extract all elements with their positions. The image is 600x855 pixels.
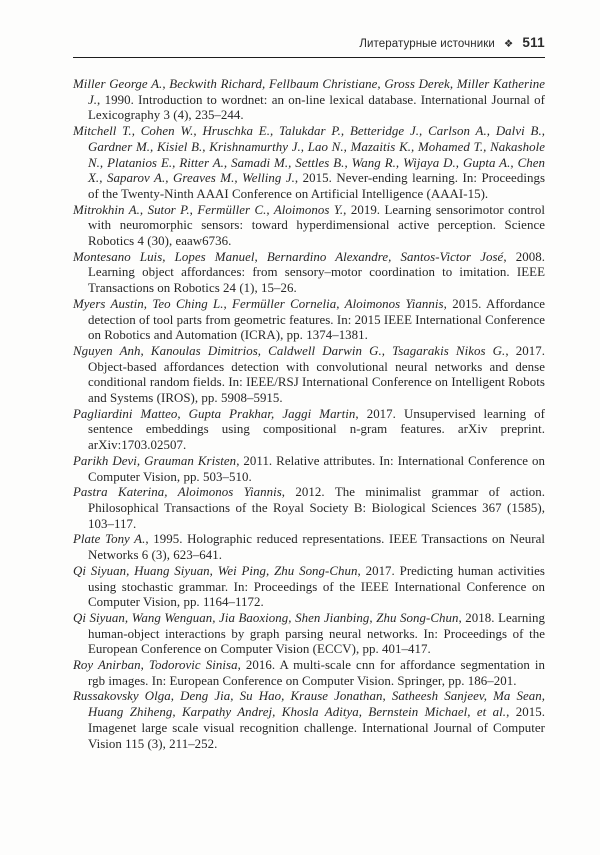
entry-authors: Roy Anirban, Todorovic Sinisa [73,658,238,673]
entry-text: , 2017. Object-based affordances detection with convolutional neural networks and dense conditional random fields. In: IEEE/RSJ International Conference on Intelligent Robots and Systems (IROS), pp. 5908–5915. [88,343,545,406]
entry-authors: Myers Austin, Teo Ching L., Fermüller Cornelia, Aloimonos Yiannis [73,296,444,311]
entry-text: , 2011. Relative attributes. In: International Conference on Computer Vision, pp. 503–510. [88,453,545,484]
entry-text: , 2015. Imagenet large scale visual recognition challenge. International Journal of Computer Vision 115 (3), 211–252. [88,705,545,751]
entry-text: , 2015. Never-ending learning. In: Proceedings of the Twenty-Ninth AAAI Conference on Artificial Intelligence (AAAI-15). [88,171,546,201]
entry-text: , 2018. Learning human-object interactions by graph parsing neural networks. In: Proceedings of the European Conference on Computer Vision (ECCV), pp. 401–417. [88,610,545,657]
entry-text: , 2017. Predicting human activities using stochastic grammar. In: Proceedings of the IEEE International Conference on Computer Vision, pp. 1164–1172. [88,563,545,610]
entry-text: , 1995. Holographic reduced representations. IEEE Transactions on Neural Networks 6 (3), 623–641. [88,532,546,563]
entry-authors: Qi Siyuan, Wang Wenguan, Jia Baoxiong, Shen Jianbing, Zhu Song-Chun [73,610,459,625]
bibliography-entry [73,297,545,344]
bibliography-entry [73,250,545,297]
bibliography-entry [73,485,545,532]
entry-authors: Montesano Luis, Lopes Manuel, Bernardino Alexandre, Santos-Victor José [73,249,504,264]
entry-authors: Qi Siyuan, Huang Siyuan, Wei Ping, Zhu Song-Chun [73,563,358,578]
entry-authors: Miller George A., Beckwith Richard, Fellbaum Christiane, Gross Derek, Miller Katherine J. [73,77,545,107]
running-head-title: Литературные источники [359,38,495,50]
bibliography-entry [73,532,545,563]
bibliography-entry [73,564,545,611]
entry-text: , 2019. Learning sensorimotor control with neuromorphic sensors: toward hyperdimensional active perception. Science Robotics 4 (30), eaaw6736. [88,202,545,249]
entry-authors: Nguyen Anh, Kanoulas Dimitrios, Caldwell Darwin G., Tsagarakis Nikos G. [73,343,506,358]
bibliography-entry [73,658,545,689]
entry-authors: Parikh Devi, Grauman Kristen [73,453,237,468]
bibliography-entry [73,344,545,407]
bibliography-entry [73,611,545,658]
entry-authors: Russakovsky Olga, Deng Jia, Su Hao, Krause Jonathan, Satheesh Sanjeev, Ma Sean, Huang Zhiheng, Karpathy Andrej, Khosla Aditya, Bernstein Michael, et al. [73,689,545,720]
running-head [73,35,545,57]
bibliography-list [73,77,545,752]
entry-authors: Plate Tony A. [73,532,146,547]
bibliography-entry [73,203,545,250]
entry-text: , 2008. Learning object affordances: from sensory–motor coordination to imitation. IEEE Transactions on Robotics 24 (1), 15–26. [88,249,545,296]
bibliography-entry [73,407,545,454]
bibliography-entry [73,124,545,203]
entry-text: , 2016. A multi-scale cnn for affordance segmentation in rgb images. In: European Conference on Computer Vision. Springer, pp. 186–201. [88,658,546,688]
header-rule [73,57,545,58]
entry-text: , 2012. The minimalist grammar of action. Philosophical Transactions of the Royal Society B: Biological Sciences 367 (1585), 103–117. [88,485,545,531]
entry-authors: Mitchell T., Cohen W., Hruschka E., Talukdar P., Betteridge J., Carlson A., Dalvi B., Gardner M., Kisiel B., Krishnamurthy J., Lao N., Mazaitis K., Mohamed T., Nakashole N., Platanios E., Ritter A., Samadi M., Settles B., Wang R., Wijaya D., Gupta A., Chen X., Saparov A., Greaves M., Welling J. [73,124,545,186]
page-number: 511 [522,35,545,50]
bibliography-entry [73,77,545,124]
entry-authors: Mitrokhin A., Sutor P., Fermüller C., Aloimonos Y. [73,202,344,217]
bibliography-entry [73,454,545,485]
bibliography-entry [73,689,545,752]
entry-authors: Pastra Katerina, Aloimonos Yiannis [73,485,282,500]
ornament-icon: ❖ [503,37,514,50]
entry-text: , 2015. Affordance detection of tool parts from geometric features. In: 2015 IEEE International Conference on Robotics and Automation (ICRA), pp. 1374–1381. [88,296,545,343]
entry-authors: Pagliardini Matteo, Gupta Prakhar, Jaggi Martin [73,406,356,421]
entry-text: , 2017. Unsupervised learning of sentence embeddings using compositional n-gram features. arXiv preprint. arXiv:1703.02507. [88,406,546,453]
entry-text: , 1990. Introduction to wordnet: an on-line lexical database. International Journal of Lexicography 3 (4), 235–244. [88,92,545,123]
